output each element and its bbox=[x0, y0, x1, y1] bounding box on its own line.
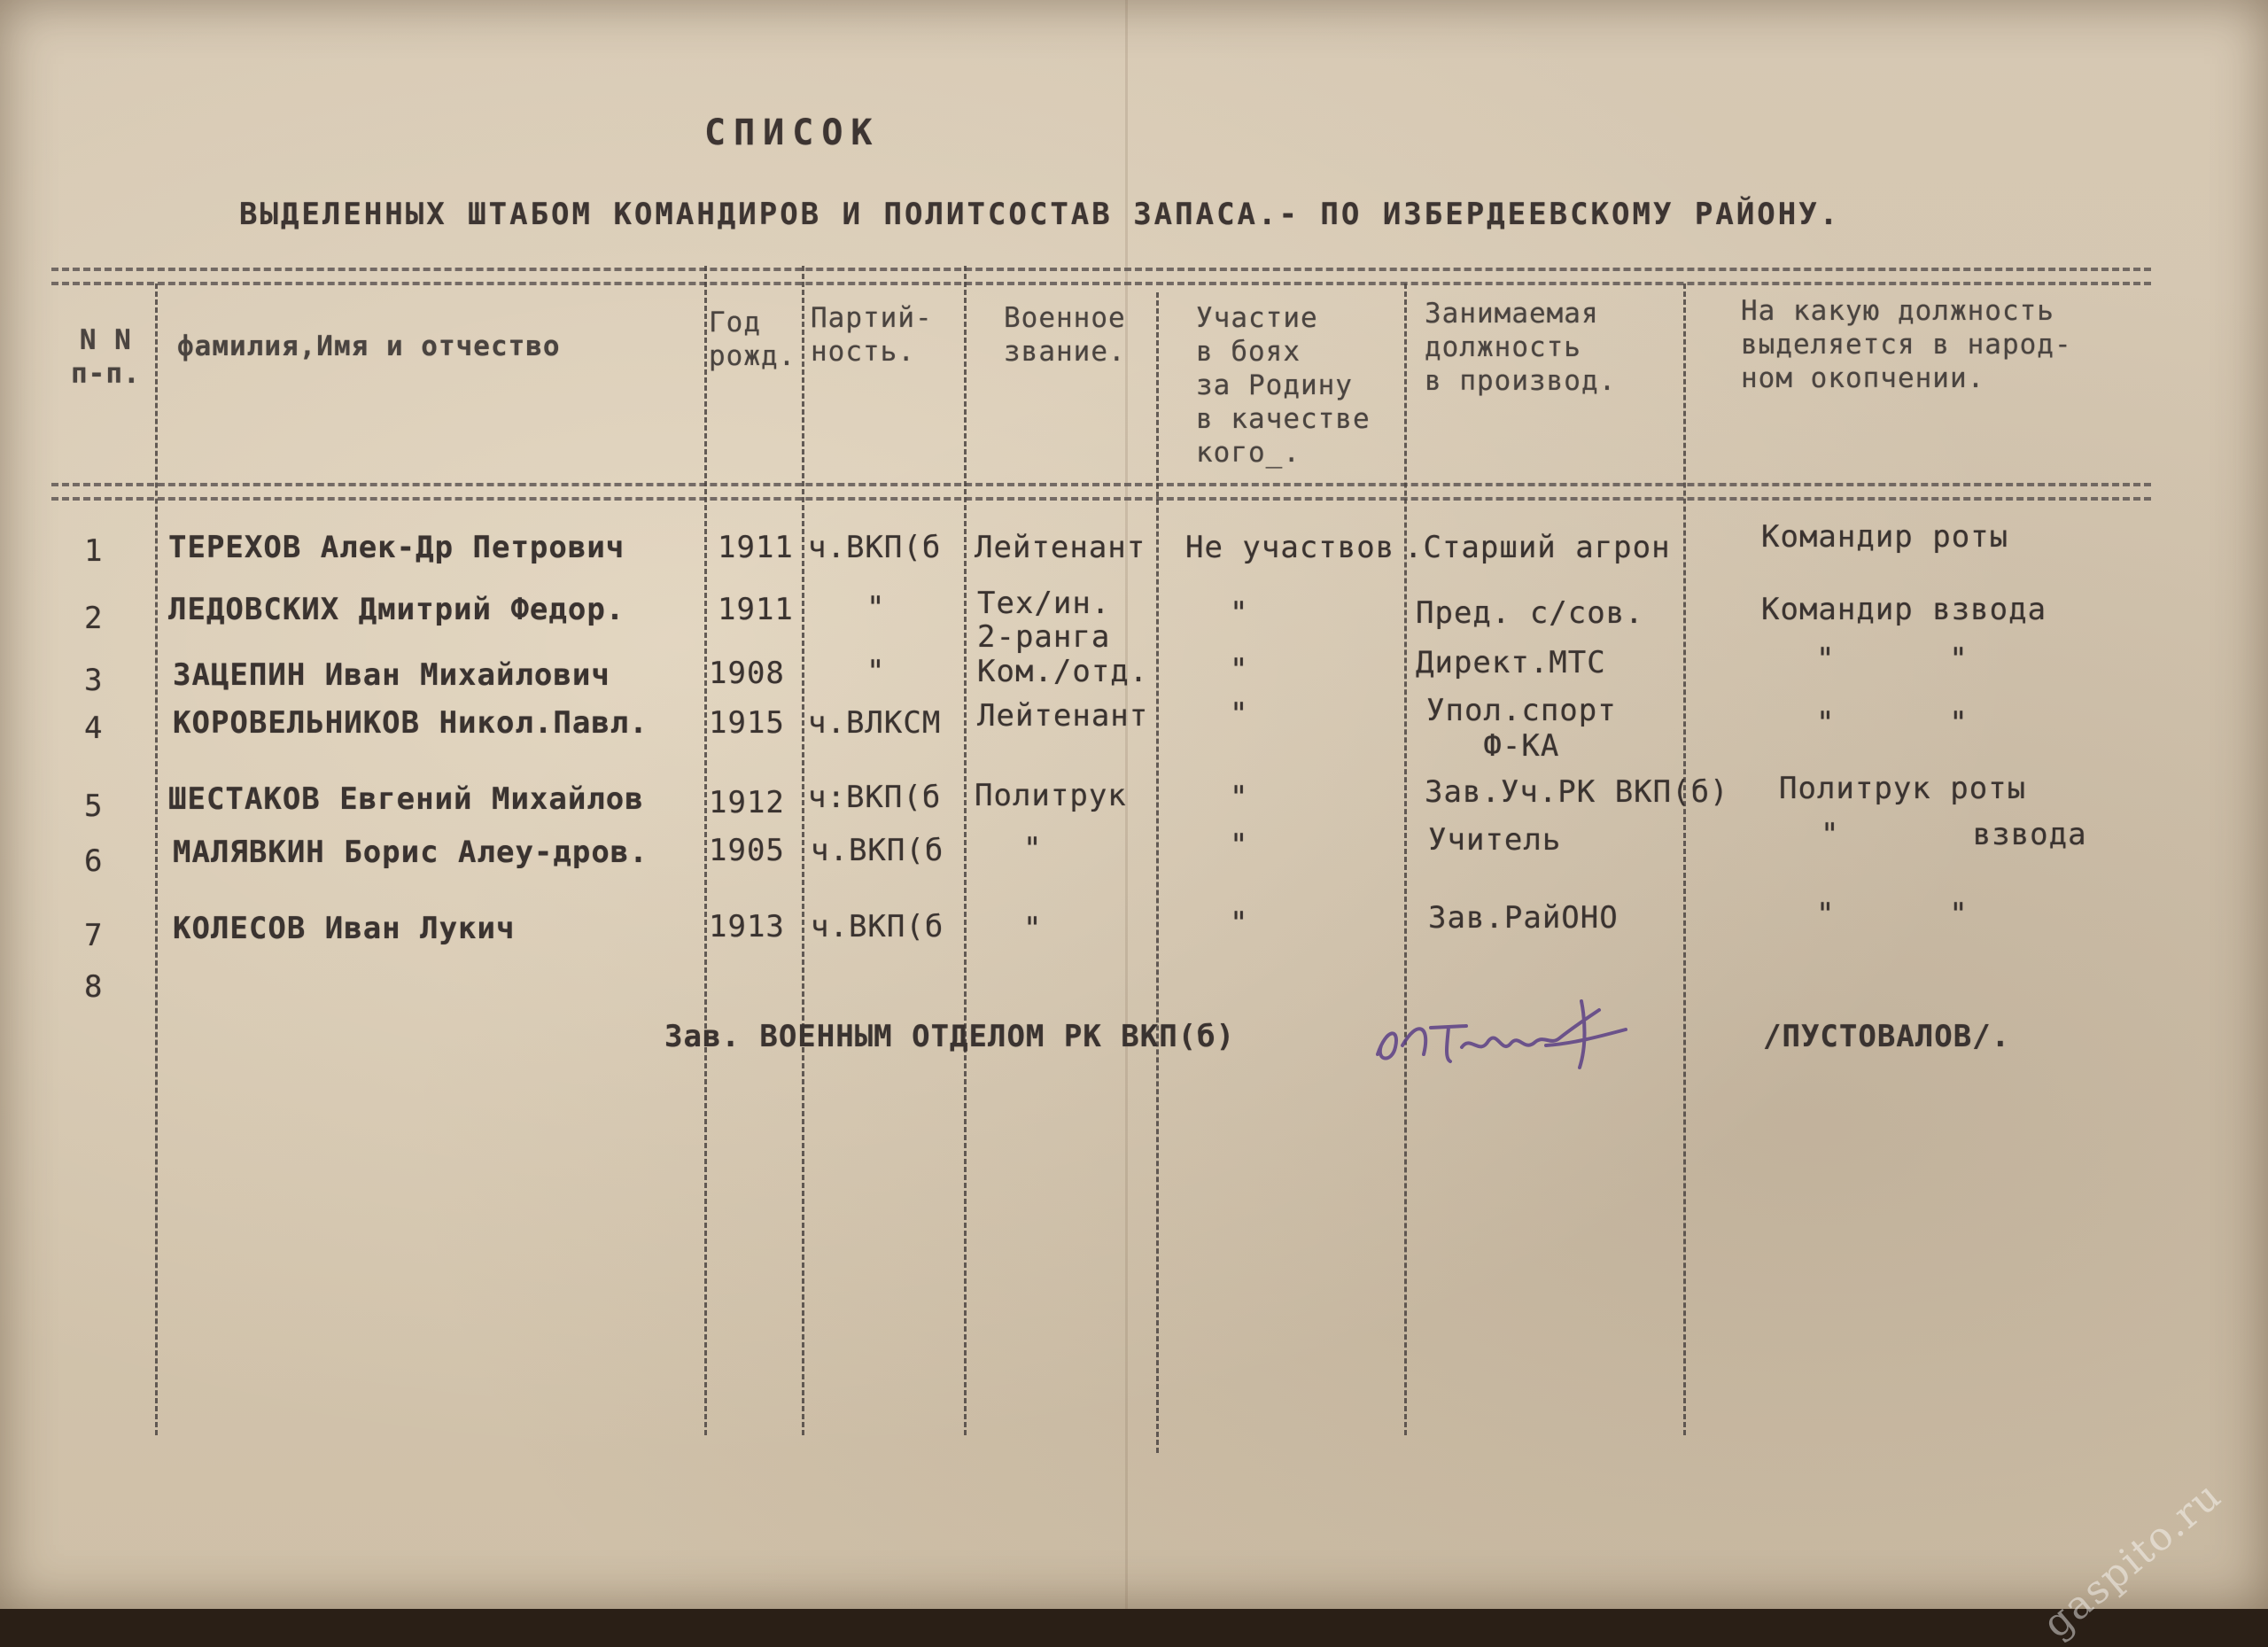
row-num: 1 bbox=[84, 533, 104, 569]
header-rank: Военное звание. bbox=[1004, 302, 1126, 368]
row-num: 8 bbox=[84, 969, 104, 1005]
row-rank: Политрук bbox=[975, 778, 1127, 813]
row-year: 1908 bbox=[709, 656, 785, 691]
row-name: ЗАЦЕПИН Иван Михайлович bbox=[173, 657, 610, 693]
header-party: Партий- ность. bbox=[811, 302, 933, 368]
row-name: КОЛЕСОВ Иван Лукич bbox=[173, 911, 516, 946]
header-name: фамилия,Имя и отчество bbox=[177, 330, 561, 362]
row-rank: Тех/ин. 2-ранга bbox=[977, 586, 1111, 655]
row-battles: " bbox=[1230, 780, 1249, 815]
row-name: ШЕСТАКОВ Евгений Михайлов bbox=[168, 781, 644, 817]
column-separator bbox=[802, 266, 804, 1435]
row-num: 3 bbox=[84, 663, 104, 698]
row-position: Зав.РайОНО bbox=[1428, 900, 1619, 936]
row-position: Директ.МТС bbox=[1416, 645, 1606, 680]
row-num: 7 bbox=[84, 918, 104, 953]
column-separator bbox=[1683, 284, 1686, 1435]
row-battles: " bbox=[1230, 905, 1249, 941]
row-year: 1912 bbox=[709, 785, 785, 820]
header-battles: Участие в боях за Родину в качестве кого_. bbox=[1196, 302, 1371, 469]
row-year: 1905 bbox=[709, 833, 785, 868]
row-year: 1915 bbox=[709, 705, 785, 741]
row-party: ч.ВКП(б bbox=[811, 833, 944, 868]
row-position: Упол.спорт Ф-КА bbox=[1426, 693, 1617, 764]
row-position: Учитель bbox=[1428, 822, 1562, 858]
handwritten-signature bbox=[1369, 992, 1643, 1076]
header-position: Занимаемая должность в производ. bbox=[1425, 298, 1617, 397]
row-assigned: " " bbox=[1816, 641, 1969, 677]
row-position: .Старший агрон bbox=[1404, 530, 1671, 565]
row-party: " bbox=[866, 590, 886, 625]
row-assigned: " " bbox=[1816, 897, 1969, 932]
header-year: Год рожд. bbox=[709, 307, 796, 372]
row-battles: " bbox=[1230, 827, 1249, 863]
row-party: " bbox=[866, 654, 886, 689]
row-party: ч.ВЛКСМ bbox=[808, 705, 942, 741]
row-rank: Лейтенант bbox=[977, 698, 1149, 734]
row-assigned: Командир взвода bbox=[1761, 592, 2047, 627]
row-name: ЛЕДОВСКИХ Дмитрий Федор. bbox=[168, 592, 625, 627]
header-assigned: На какую должность выделяется в народ- ном окопчении. bbox=[1741, 295, 2072, 394]
watermark: gaspito.ru bbox=[2034, 1472, 2231, 1647]
table-header-rule bbox=[51, 483, 2151, 501]
signatory-name: /ПУСТОВАЛОВ/. bbox=[1763, 1019, 2011, 1054]
row-num: 6 bbox=[84, 843, 104, 879]
row-position: Пред. с/сов. bbox=[1416, 595, 1644, 631]
document-title: СПИСОК bbox=[704, 113, 881, 153]
row-party: ч.ВКП(б bbox=[808, 530, 942, 565]
row-position: Зав.Уч.РК ВКП(б) bbox=[1425, 774, 1729, 810]
row-rank: " bbox=[1023, 911, 1043, 946]
row-battles: " bbox=[1230, 595, 1249, 631]
row-assigned: " " bbox=[1816, 705, 1969, 741]
row-battles: " bbox=[1230, 696, 1249, 732]
row-num: 2 bbox=[84, 601, 104, 636]
column-separator bbox=[704, 266, 707, 1435]
row-battles: " bbox=[1230, 652, 1249, 688]
header-num: N N п-п. bbox=[71, 324, 141, 390]
row-assigned: " взвода bbox=[1821, 817, 2087, 852]
row-rank: " bbox=[1023, 831, 1043, 866]
row-name: ТЕРЕХОВ Алек-Др Петрович bbox=[168, 530, 625, 565]
row-party: ч.ВКП(б bbox=[811, 909, 944, 944]
column-separator bbox=[1404, 284, 1407, 1435]
row-party: ч:ВКП(б bbox=[808, 780, 942, 815]
row-year: 1913 bbox=[709, 909, 785, 944]
row-num: 4 bbox=[84, 711, 104, 746]
row-name: МАЛЯВКИН Борис Алеу-дров. bbox=[173, 835, 649, 870]
row-year: 1911 bbox=[718, 592, 794, 627]
document-subtitle: ВЫДЕЛЕННЫХ ШТАБОМ КОМАНДИРОВ И ПОЛИТСОСТАВ ЗАПАСА.- ПО ИЗБЕРДЕЕВСКОМУ РАЙОНУ. bbox=[239, 197, 1841, 232]
row-assigned: Командир роты bbox=[1761, 519, 2009, 555]
row-year: 1911 bbox=[718, 530, 794, 565]
row-num: 5 bbox=[84, 789, 104, 824]
signatory-title: Зав. ВОЕННЫМ ОТДЕЛОМ РК ВКП(б) bbox=[664, 1019, 1236, 1054]
row-battles: Не участвов bbox=[1185, 530, 1395, 565]
column-separator bbox=[1156, 292, 1159, 1453]
row-rank: Лейтенант bbox=[975, 530, 1146, 565]
column-separator bbox=[155, 284, 158, 1435]
row-name: КОРОВЕЛЬНИКОВ Никол.Павл. bbox=[173, 705, 649, 741]
column-separator bbox=[964, 266, 967, 1435]
table-top-rule bbox=[51, 268, 2151, 285]
row-assigned: Политрук роты bbox=[1779, 771, 2027, 806]
row-rank: Ком./отд. bbox=[977, 654, 1149, 689]
